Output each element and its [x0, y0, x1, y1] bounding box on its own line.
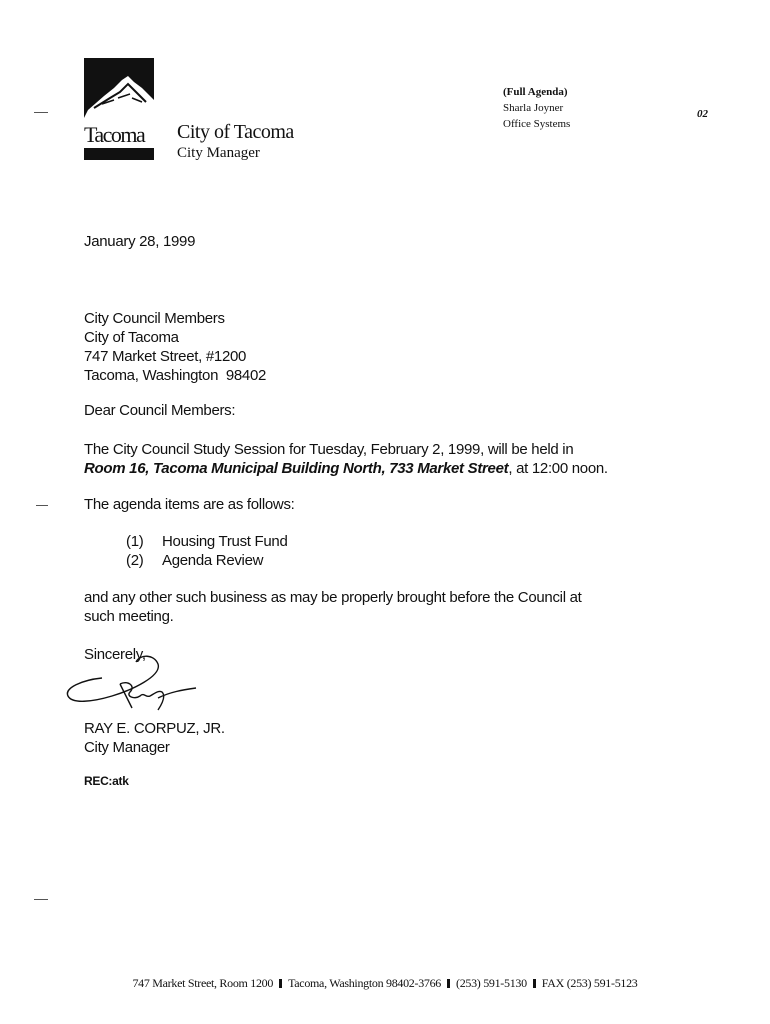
routing-stamp: [503, 84, 570, 132]
signer-name: RAY E. CORPUZ, JR.: [84, 720, 225, 737]
department-name: City Manager: [177, 145, 260, 161]
agenda-item-text: Agenda Review: [162, 552, 264, 569]
page-number: 02: [697, 108, 708, 120]
agenda-list: [126, 532, 288, 570]
logo-wordmark: Tacoma: [84, 122, 145, 147]
footer-fax: FAX (253) 591-5123: [541, 976, 638, 990]
agenda-item-text: Housing Trust Fund: [162, 533, 288, 550]
footer-separator-icon: [533, 979, 536, 988]
footer-separator-icon: [279, 979, 282, 988]
address-line: Tacoma, Washington 98402: [84, 367, 267, 384]
closing: Sincerely,: [84, 646, 146, 663]
address-line: 747 Market Street, #1200: [84, 348, 247, 365]
paragraph-line: such meeting.: [84, 608, 174, 625]
signature-block: [84, 719, 225, 757]
agenda-item: [126, 532, 288, 551]
meeting-location: Room 16, Tacoma Municipal Building North, 733 Market Street: [84, 460, 509, 477]
reference-initials: REC:atk: [84, 774, 129, 788]
meeting-text: The City Council Study Session for Tuesday, February 2, 1999, will be held in: [84, 441, 574, 458]
recipient-address: [84, 309, 266, 385]
other-business-paragraph: [84, 588, 644, 626]
agenda-item: [126, 551, 288, 570]
agenda-item-number: (2): [126, 552, 144, 569]
address-line: City of Tacoma: [84, 329, 179, 346]
margin-mark: [36, 505, 48, 506]
footer-address: [0, 976, 770, 991]
stamp-unit: Office Systems: [503, 118, 571, 130]
stamp-label: (Full Agenda): [503, 86, 568, 98]
margin-mark: [34, 112, 48, 113]
meeting-time: , at 12:00 noon.: [508, 460, 608, 477]
letter-date: January 28, 1999: [84, 233, 196, 250]
signer-title: City Manager: [84, 739, 170, 756]
footer-street: 747 Market Street, Room 1200: [132, 976, 274, 990]
organization-name: City of Tacoma: [177, 121, 294, 143]
salutation: Dear Council Members:: [84, 402, 236, 419]
address-line: City Council Members: [84, 310, 225, 327]
agenda-intro: The agenda items are as follows:: [84, 496, 295, 513]
agenda-item-number: (1): [126, 533, 144, 550]
stamp-name: Sharla Joyner: [503, 102, 564, 114]
paragraph-line: and any other such business as may be properly brought before the Council at: [84, 589, 582, 606]
footer-phone: (253) 591-5130: [456, 976, 527, 990]
meeting-paragraph: [84, 440, 684, 478]
footer-city: Tacoma, Washington 98402-3766: [288, 976, 441, 990]
handwritten-signature: [62, 640, 202, 720]
footer-separator-icon: [447, 979, 450, 988]
margin-mark: [34, 899, 48, 900]
